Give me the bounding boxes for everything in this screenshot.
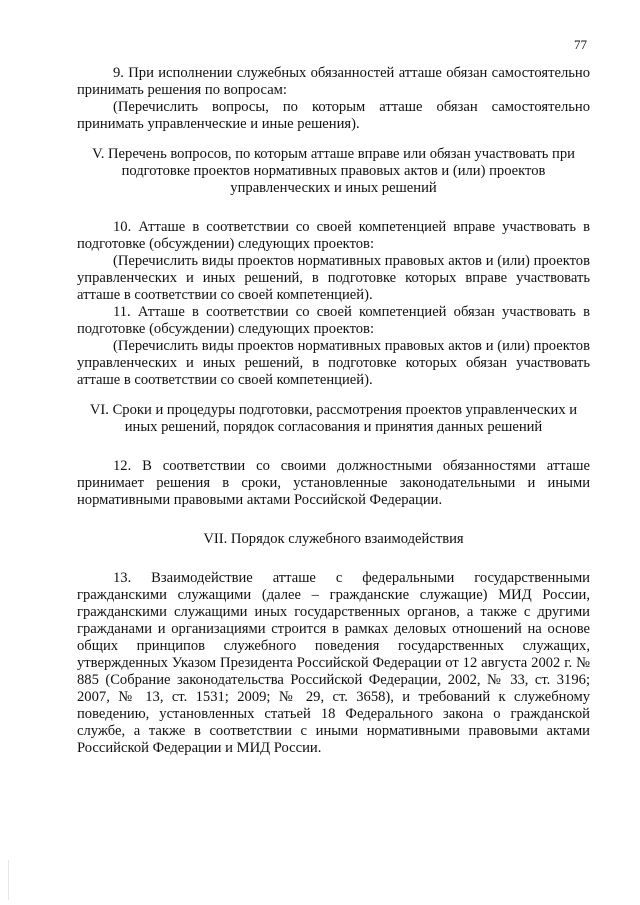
paragraph-10-note: (Перечислить виды проектов нормативных правовых актов и (или) проектов управленческих и иных решений, в подготовке которых вправе участвовать атташе в соответствии со своей компетенцией). (77, 253, 590, 303)
paragraph-9-intro: 9. При исполнении служебных обязанностей атташе обязан самостоятельно принимать решения по вопросам: (77, 65, 590, 98)
section-heading-vii: VII. Порядок служебного взаимодействия (203, 531, 464, 547)
paragraph-10-intro: 10. Атташе в соответствии со своей компетенцией вправе участвовать в подготовке (обсуждении) следующих проектов: (77, 219, 590, 252)
section-heading-v: V. Перечень вопросов, по которым атташе вправе или обязан участвовать при подготовке проектов нормативных правовых актов и (или) проектов управленческих и иных решений (92, 146, 575, 196)
paragraph-11-note: (Перечислить виды проектов нормативных правовых актов и (или) проектов управленческих и иных решений, в подготовке которых обязан участвовать атташе в соответствии со своей компетенцией). (77, 338, 590, 388)
paragraph-9-note: (Перечислить вопросы, по которым атташе обязан самостоятельно принимать управленческие и иные решения). (77, 99, 590, 132)
paragraph-11-intro: 11. Атташе в соответствии со своей компетенцией обязан участвовать в подготовке (обсуждении) следующих проектов: (77, 304, 590, 337)
document-body (77, 65, 590, 757)
page-number: 77 (574, 37, 587, 52)
paragraph-13: 13. Взаимодействие атташе с федеральными государственными гражданскими служащими (далее – гражданские служащие) МИД России, гражданскими служащими иных государственных органов, а также с другими гражданами и организациями строится в рамках деловых отношений на основе общих принципов служебного поведения государственных служащих, утвержденных Указом Президента Российской Федерации от 12 августа 2002 г. № 885 (Собрание законодательства Российской Федерации, 2002, № 33, ст. 3196; 2007, № 13, ст. 1531; 2009; № 29, ст. 3658), и требований к служебному поведению, установленных статьей 18 Федерального закона о гражданской службе, а также в соответствии с иными нормативными правовыми актами Российской Федерации и МИД России. (77, 570, 590, 756)
section-heading-vi: VI. Сроки и процедуры подготовки, рассмотрения проектов управленческих и иных решений, порядок согласования и принятия данных решений (89, 402, 578, 435)
paragraph-12: 12. В соответствии со своими должностными обязанностями атташе принимает решения в сроки, установленные законодательными и иными нормативными правовыми актами Российской Федерации. (77, 458, 590, 508)
scan-edge-mark (8, 860, 9, 900)
